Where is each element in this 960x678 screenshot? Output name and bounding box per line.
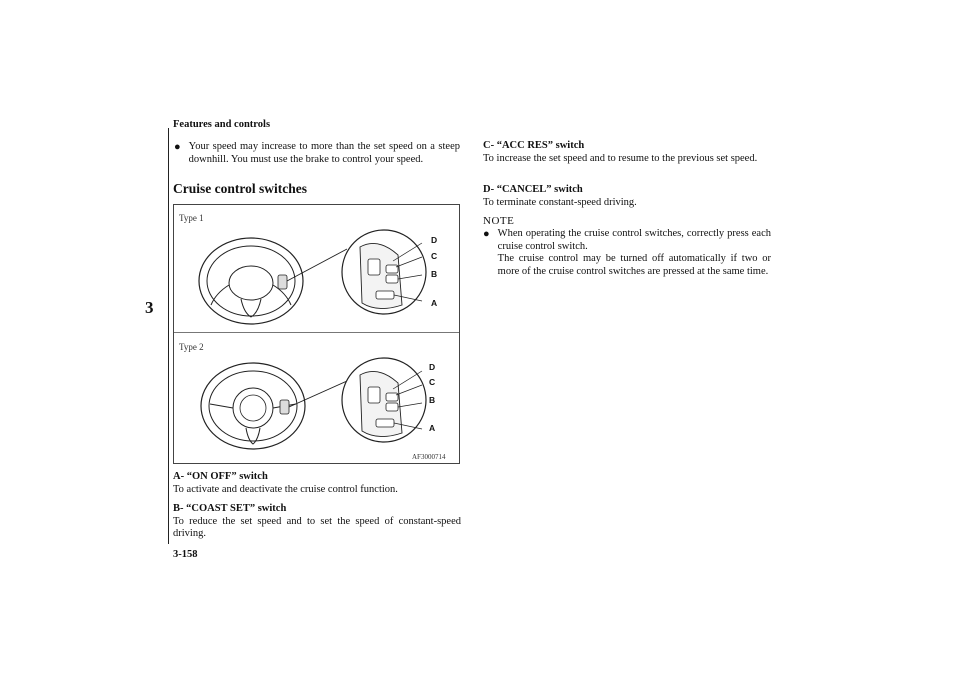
switch-c-block: [483, 140, 771, 165]
note-line-2: The cruise control may be turned off automatically if two or more of the cruise control switches are pressed at the same time.: [497, 253, 771, 277]
bullet-dot-icon: ●: [174, 141, 181, 153]
note-text: [498, 228, 771, 278]
switch-d-description: To terminate constant-speed driving.: [483, 196, 637, 208]
switch-a-block: [173, 471, 461, 496]
switch-b-description: To reduce the set speed and to set the speed of constant-speed driving.: [173, 515, 461, 540]
switch-b-block: [173, 503, 461, 541]
note-label: NOTE: [483, 215, 515, 227]
bullet-dot-icon: ●: [483, 228, 490, 240]
type1-callout-b: B: [431, 269, 438, 279]
chapter-tab-divider: [118, 128, 169, 544]
switch-a-title: A- “ON OFF” switch: [173, 471, 268, 482]
note-line-1: When operating the cruise control switches, correctly press each cruise control switch.: [497, 228, 771, 252]
switch-d-block: [483, 184, 771, 209]
type2-callout-d: D: [429, 362, 436, 372]
switch-b-title: B- “COAST SET” switch: [173, 503, 287, 514]
figure-code: AF3000714: [412, 453, 446, 461]
intro-bullet: [174, 141, 460, 166]
switch-d-title: D- “CANCEL” switch: [483, 184, 583, 195]
page-number: 3-158: [173, 549, 198, 560]
cruise-control-figure: [173, 204, 460, 464]
figure-divider: [174, 332, 459, 333]
type2-switch-detail-icon: [338, 345, 430, 455]
section-header: Features and controls: [173, 119, 271, 130]
intro-bullet-text: Your speed may increase to more than the set speed on a steep downhill. You must use the brake to control your speed.: [188, 141, 460, 165]
chapter-number: 3: [145, 298, 154, 317]
switch-a-description: To activate and deactivate the cruise control function.: [173, 483, 398, 495]
type1-callout-c: C: [431, 251, 438, 261]
switch-c-title: C- “ACC RES” switch: [483, 140, 585, 151]
note-bullet: [483, 228, 771, 278]
switch-c-description: To increase the set speed and to resume to the previous set speed.: [483, 152, 758, 164]
section-title: Cruise control switches: [173, 181, 307, 196]
type1-callout-a: A: [431, 298, 438, 308]
type1-switch-detail-icon: [338, 217, 430, 327]
type1-label: Type 1: [179, 213, 204, 223]
type1-callout-d: D: [431, 235, 438, 245]
type2-callout-a: A: [429, 423, 436, 433]
type2-callout-c: C: [429, 377, 436, 387]
type2-label: Type 2: [179, 342, 204, 352]
type2-callout-b: B: [429, 395, 436, 405]
